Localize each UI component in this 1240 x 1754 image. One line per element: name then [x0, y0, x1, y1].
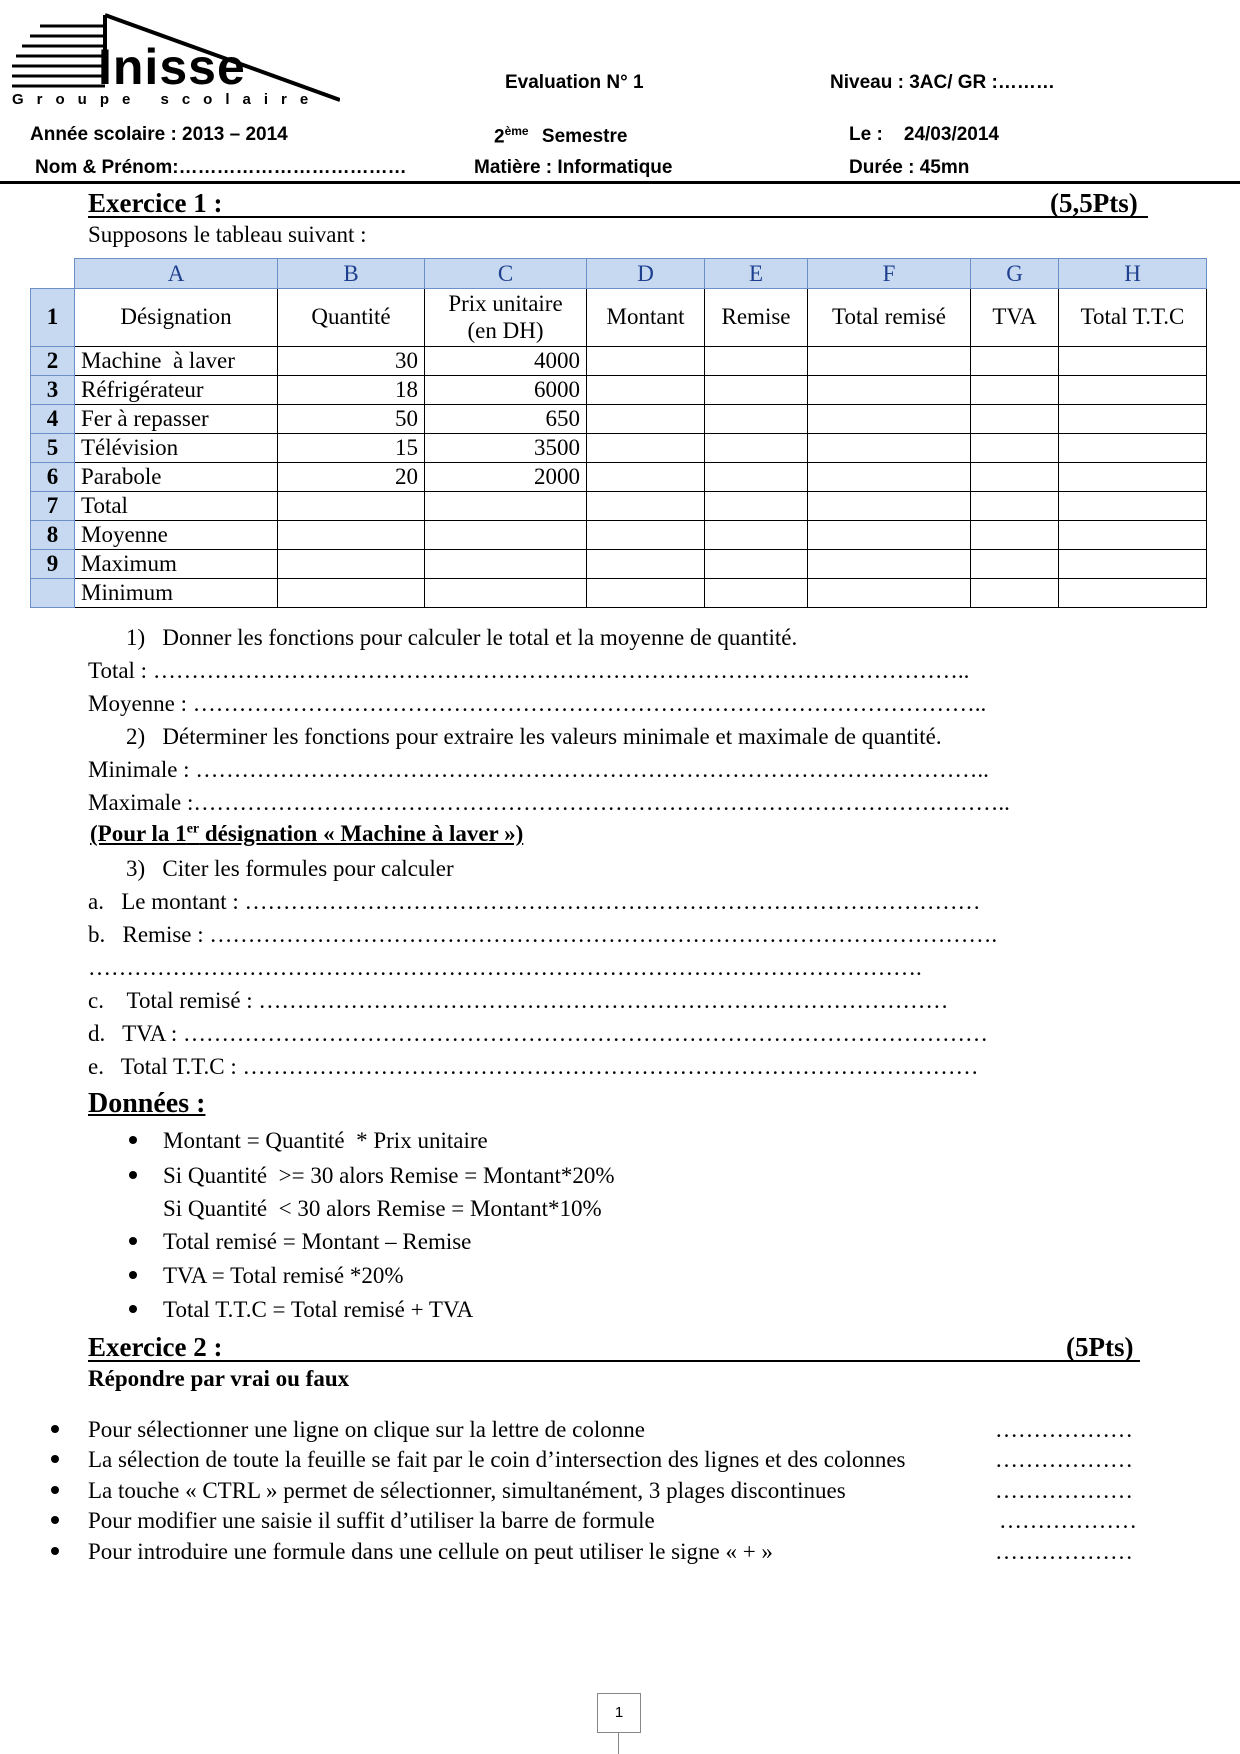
row-header[interactable]: 4 [31, 405, 75, 434]
designation-cell: Minimum [75, 579, 278, 608]
empty-cell[interactable] [808, 347, 971, 376]
bullet-icon [129, 1136, 137, 1144]
label-cell: Quantité [278, 289, 425, 347]
question-2: 2) Déterminer les fonctions pour extraire les valeurs minimale et maximale de quantité. [126, 724, 942, 749]
empty-cell[interactable] [705, 579, 808, 608]
exercise-1-underline [88, 216, 1148, 218]
empty-cell[interactable] [971, 521, 1059, 550]
table-row [31, 463, 1207, 492]
exercise-1-intro: Supposons le tableau suivant : [88, 222, 367, 247]
exercise-1-points: (5,5Pts) [1050, 188, 1138, 218]
designation-cell: Réfrigérateur [75, 376, 278, 405]
empty-cell[interactable] [808, 492, 971, 521]
empty-cell[interactable] [705, 405, 808, 434]
row-header[interactable]: 2 [31, 347, 75, 376]
column-header-g[interactable]: G [971, 259, 1059, 289]
empty-cell[interactable] [808, 579, 971, 608]
bullet-icon [129, 1271, 137, 1279]
quantite-cell: 18 [278, 376, 425, 405]
empty-cell[interactable] [1059, 347, 1207, 376]
donnee-item: Si Quantité < 30 alors Remise = Montant*10% [163, 1196, 602, 1221]
empty-cell[interactable] [705, 521, 808, 550]
empty-cell[interactable] [587, 376, 705, 405]
maximale-answer-line[interactable]: Maximale :…………………………………………………………………………………………….. [88, 790, 1010, 815]
answer-blank[interactable]: ……………… [995, 1478, 1133, 1503]
niveau: Niveau : 3AC/ GR :……… [830, 72, 1055, 93]
table-row [31, 550, 1207, 579]
quantite-cell: 30 [278, 347, 425, 376]
empty-cell[interactable] [587, 579, 705, 608]
empty-cell[interactable] [1059, 463, 1207, 492]
bullet-icon [129, 1171, 137, 1179]
empty-cell[interactable] [705, 347, 808, 376]
empty-cell[interactable] [808, 376, 971, 405]
page-number: 1 [597, 1693, 641, 1733]
question-1: 1) Donner les fonctions pour calculer le total et la moyenne de quantité. [126, 625, 798, 650]
quantite-cell[interactable] [278, 579, 425, 608]
semester-sup: ème [504, 124, 529, 138]
empty-cell[interactable] [705, 492, 808, 521]
column-header-f[interactable]: F [808, 259, 971, 289]
exam-date: Le : 24/03/2014 [849, 124, 999, 145]
bullet-icon [51, 1516, 59, 1524]
row-header[interactable]: 5 [31, 434, 75, 463]
exercise-1-title: Exercice 1 : [88, 188, 223, 218]
designation-note [90, 822, 523, 845]
designation-cell: Parabole [75, 463, 278, 492]
row-header[interactable]: 8 [31, 521, 75, 550]
exercise-2-points: (5Pts) [1066, 1332, 1134, 1362]
student-name-field[interactable]: Nom & Prénom:……………………………… [35, 157, 407, 178]
formula-item-a[interactable]: a. Le montant : …………………………………………………………………………………… [88, 889, 981, 914]
answer-blank[interactable]: ……………… [995, 1447, 1133, 1472]
table-row [31, 376, 1207, 405]
logo-subtitle: Groupe scolaire [12, 91, 322, 108]
school-logo [10, 12, 340, 112]
row-header[interactable] [31, 579, 75, 608]
minimale-answer-line[interactable]: Minimale : ………………………………………………………………………………………….. [88, 757, 989, 782]
donnee-item: Montant = Quantité * Prix unitaire [163, 1128, 488, 1153]
empty-cell[interactable] [1059, 579, 1207, 608]
empty-cell[interactable] [808, 521, 971, 550]
bullet-icon [51, 1425, 59, 1433]
row-header[interactable]: 9 [31, 550, 75, 579]
formula-item-e[interactable]: e. Total T.T.C : …………………………………………………………………………………… [88, 1054, 979, 1079]
table-row [31, 492, 1207, 521]
subject: Matière : Informatique [474, 157, 673, 178]
statement-text: Pour sélectionner une ligne on clique sur la lettre de colonne [88, 1417, 645, 1442]
empty-cell[interactable] [808, 463, 971, 492]
evaluation-number: Evaluation N° 1 [505, 72, 644, 93]
quantite-cell[interactable] [278, 550, 425, 579]
table-row [31, 347, 1207, 376]
empty-cell[interactable] [587, 463, 705, 492]
empty-cell[interactable] [971, 550, 1059, 579]
exercise-2-subtitle: Répondre par vrai ou faux [88, 1366, 350, 1391]
empty-cell[interactable] [587, 550, 705, 579]
school-year: Année scolaire : 2013 – 2014 [30, 124, 288, 145]
column-header-h[interactable]: H [1059, 259, 1207, 289]
empty-cell[interactable] [587, 521, 705, 550]
empty-cell[interactable] [587, 347, 705, 376]
designation-cell: Fer à repasser [75, 405, 278, 434]
empty-cell[interactable] [1059, 550, 1207, 579]
empty-cell[interactable] [587, 492, 705, 521]
empty-cell[interactable] [971, 347, 1059, 376]
semester-label: Semestre [541, 126, 628, 148]
empty-cell[interactable] [1059, 492, 1207, 521]
empty-cell[interactable] [971, 434, 1059, 463]
note-suffix: désignation « Machine à laver ») [199, 821, 524, 846]
answer-blank[interactable]: ……………… [995, 1539, 1133, 1564]
spreadsheet-table [30, 258, 1207, 608]
prix-cell: 4000 [425, 347, 587, 376]
empty-cell[interactable] [808, 405, 971, 434]
note-prefix: (Pour la 1 [90, 821, 187, 846]
bullet-icon [51, 1547, 59, 1555]
designation-cell: Télévision [75, 434, 278, 463]
total-answer-line[interactable]: Total : …………………………………………………………………………………………….. [88, 658, 970, 683]
page-number-stem [618, 1733, 619, 1754]
empty-cell[interactable] [705, 463, 808, 492]
exercise-2-title: Exercice 2 : [88, 1332, 223, 1362]
row-header[interactable]: 6 [31, 463, 75, 492]
header-divider [0, 181, 1240, 184]
empty-cell[interactable] [971, 463, 1059, 492]
statement-text: Pour modifier une saisie il suffit d’utiliser la barre de formule [88, 1508, 655, 1533]
prix-cell[interactable] [425, 550, 587, 579]
bullet-icon [129, 1237, 137, 1245]
formula-item-b[interactable]: b. Remise : …………………………………………………………………………………………. [88, 922, 998, 947]
donnee-item: TVA = Total remisé *20% [163, 1263, 404, 1288]
row-header[interactable]: 1 [31, 289, 75, 347]
designation-cell: Moyenne [75, 521, 278, 550]
logo-name: Inisse [98, 39, 246, 95]
prix-cell[interactable] [425, 579, 587, 608]
empty-cell[interactable] [1059, 405, 1207, 434]
quantite-cell: 20 [278, 463, 425, 492]
empty-cell[interactable] [971, 376, 1059, 405]
bullet-icon [51, 1455, 59, 1463]
duration: Durée : 45mn [849, 157, 970, 178]
column-header-b[interactable]: B [278, 259, 425, 289]
empty-cell[interactable] [1059, 376, 1207, 405]
empty-cell[interactable] [971, 492, 1059, 521]
donnee-item: Total remisé = Montant – Remise [163, 1229, 472, 1254]
empty-cell[interactable] [705, 376, 808, 405]
question-3: 3) Citer les formules pour calculer [126, 856, 454, 881]
empty-cell[interactable] [705, 434, 808, 463]
empty-cell[interactable] [971, 579, 1059, 608]
quantite-cell[interactable] [278, 492, 425, 521]
moyenne-answer-line[interactable]: Moyenne : ………………………………………………………………………………………….. [88, 691, 987, 716]
table-label-row [31, 289, 1207, 347]
table-row [31, 579, 1207, 608]
table-row [31, 405, 1207, 434]
quantite-cell[interactable] [278, 521, 425, 550]
formula-item-d[interactable]: d. TVA : …………………………………………………………………………………………… [88, 1021, 989, 1046]
column-header-e[interactable]: E [705, 259, 808, 289]
answer-blank[interactable]: ……………… [995, 1417, 1133, 1442]
prix-cell: 3500 [425, 434, 587, 463]
bullet-icon [129, 1305, 137, 1313]
donnee-item: Total T.T.C = Total remisé + TVA [163, 1297, 474, 1322]
label-cell: Total remisé [808, 289, 971, 347]
empty-cell[interactable] [587, 405, 705, 434]
column-header-row [31, 259, 1207, 289]
column-header-a[interactable]: A [75, 259, 278, 289]
statement-text: La sélection de toute la feuille se fait par le coin d’intersection des lignes et des colonnes [88, 1447, 906, 1472]
donnees-title: Données : [88, 1088, 206, 1119]
empty-cell[interactable] [808, 550, 971, 579]
bullet-icon [51, 1486, 59, 1494]
empty-cell[interactable] [1059, 434, 1207, 463]
designation-cell: Total [75, 492, 278, 521]
quantite-cell: 50 [278, 405, 425, 434]
prix-cell[interactable] [425, 492, 587, 521]
empty-cell[interactable] [705, 550, 808, 579]
answer-blank[interactable]: ……………… [999, 1508, 1137, 1533]
empty-cell[interactable] [587, 434, 705, 463]
label-cell: Désignation [75, 289, 278, 347]
semester-number: 2 [494, 126, 505, 148]
table-row [31, 434, 1207, 463]
semester [494, 124, 627, 148]
column-header-d[interactable]: D [587, 259, 705, 289]
designation-cell: Machine à laver [75, 347, 278, 376]
empty-cell[interactable] [971, 405, 1059, 434]
statement-text: La touche « CTRL » permet de sélectionner, simultanément, 3 plages discontinues [88, 1478, 846, 1503]
empty-cell[interactable] [808, 434, 971, 463]
row-header[interactable]: 3 [31, 376, 75, 405]
prix-cell: 650 [425, 405, 587, 434]
table-row [31, 521, 1207, 550]
prix-cell: 6000 [425, 376, 587, 405]
label-cell: Remise [705, 289, 808, 347]
note-sup: er [186, 821, 200, 837]
label-cell: Montant [587, 289, 705, 347]
formula-item-b-continued[interactable]: ………………………………………………………………………………………………. [88, 955, 922, 980]
empty-cell[interactable] [1059, 521, 1207, 550]
prix-cell[interactable] [425, 521, 587, 550]
statement-text: Pour introduire une formule dans une cellule on peut utiliser le signe « + » [88, 1539, 773, 1564]
exercise-2-underline [88, 1360, 1140, 1362]
prix-cell: 2000 [425, 463, 587, 492]
label-cell: Total T.T.C [1059, 289, 1207, 347]
label-cell: TVA [971, 289, 1059, 347]
corner-cell[interactable] [31, 259, 75, 289]
formula-item-c[interactable]: c. Total remisé : ……………………………………………………………………………… [88, 988, 949, 1013]
quantite-cell: 15 [278, 434, 425, 463]
donnee-item: Si Quantité >= 30 alors Remise = Montant*20% [163, 1163, 615, 1188]
column-header-c[interactable]: C [425, 259, 587, 289]
label-cell: Prix unitaire (en DH) [425, 289, 587, 347]
designation-cell: Maximum [75, 550, 278, 579]
row-header[interactable]: 7 [31, 492, 75, 521]
